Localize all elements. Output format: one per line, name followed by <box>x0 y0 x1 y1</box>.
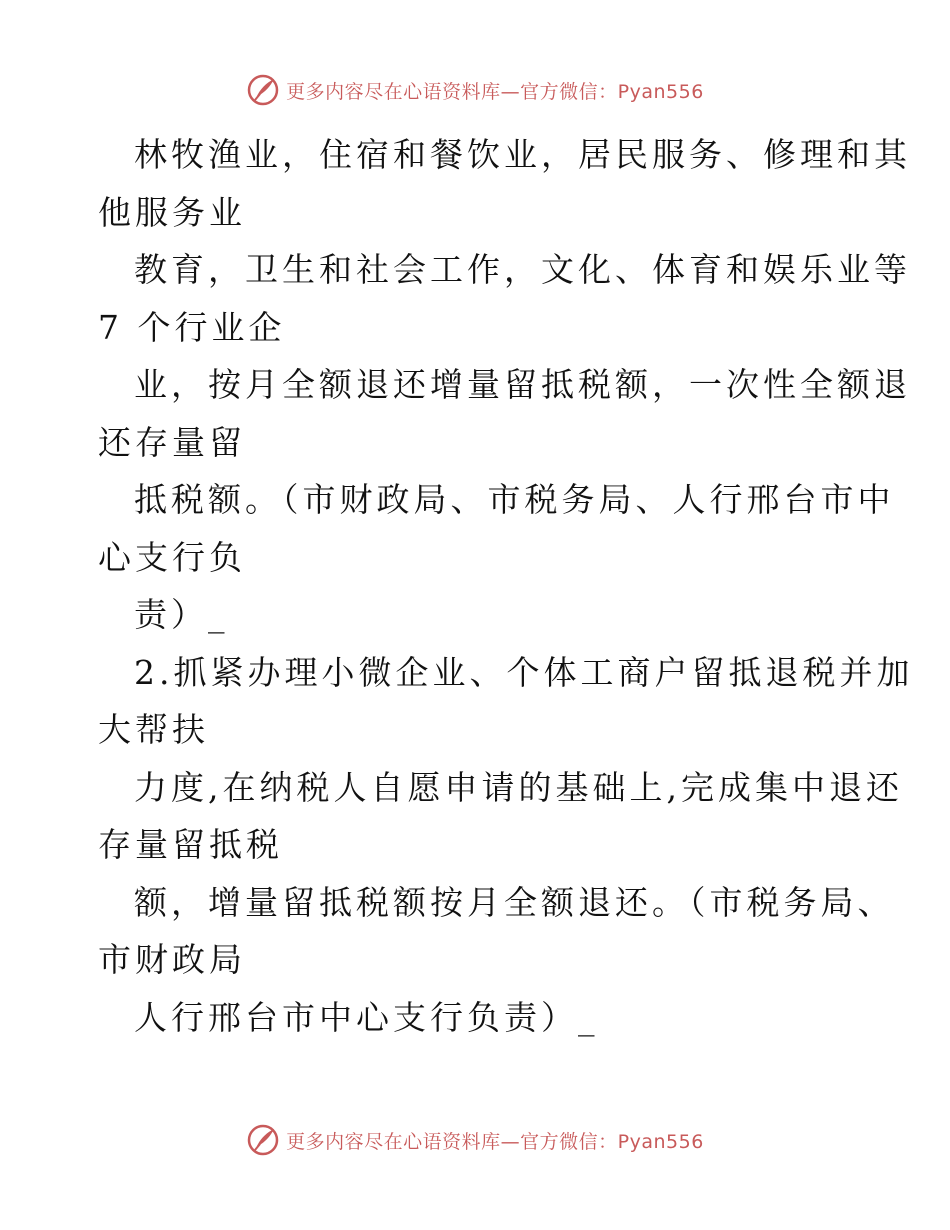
text-line: 抵税额。（市财政局、市税务局、人行邢台市中 <box>134 480 895 519</box>
text-line: 还存量留 <box>98 422 246 462</box>
text-line: 2.抓紧办理小微企业、个体工商户留抵退税并加 <box>134 652 914 692</box>
document-body <box>98 126 914 1046</box>
text-line: 他服务业 <box>98 192 246 232</box>
text-line: 教育，卫生和社会工作，文化、体育和娱乐业等 <box>134 250 911 289</box>
text-line: 力度,在纳税人自愿申请的基础上,完成集中退还 <box>134 767 903 807</box>
text-line: 市财政局 <box>98 940 246 979</box>
text-line: 人行邢台市中心支行负责）_ <box>134 997 599 1037</box>
watermark-text: 更多内容尽在心语资料库—官方微信：Pyan556 <box>286 1130 704 1153</box>
text-line: 7 个行业企 <box>98 307 286 347</box>
text-line: 存量留抵税 <box>98 825 283 864</box>
watermark-header <box>0 70 950 110</box>
text-line: 林牧渔业，住宿和餐饮业，居民服务、修理和其 <box>134 135 911 174</box>
text-line: 大帮扶 <box>98 710 209 749</box>
watermark-footer <box>0 1120 950 1160</box>
text-line: 业，按月全额退还增量留抵税额，一次性全额退 <box>134 365 911 404</box>
text-line: 责）_ <box>134 595 229 634</box>
watermark-text: 更多内容尽在心语资料库—官方微信：Pyan556 <box>286 80 704 103</box>
quill-logo-icon <box>246 1123 280 1157</box>
text-line: 额，增量留抵税额按月全额退还。（市税务局、 <box>134 882 895 922</box>
text-line: 心支行负 <box>98 537 246 577</box>
quill-logo-icon <box>246 73 280 107</box>
